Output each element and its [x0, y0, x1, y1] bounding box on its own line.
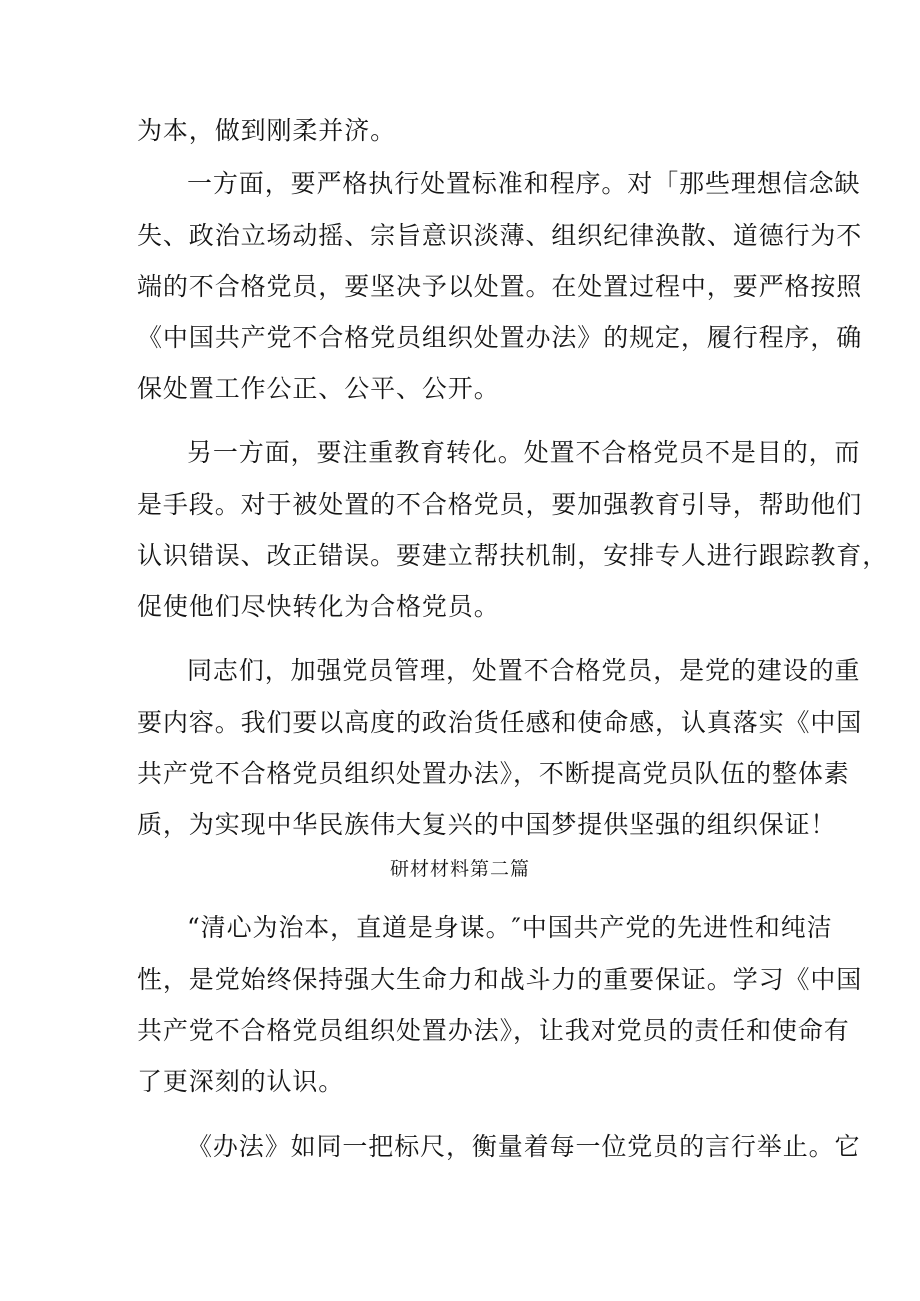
text-line: “清心为治本，直道是身谋。″中国共产党的先进性和纯洁 [187, 913, 833, 942]
text-line: 共产党不合格党员组织处置办法》，让我对党员的责任和使命有 [137, 1016, 850, 1045]
text-line: 同志们，加强党员管理，处置不合格党员，是党的建设的重 [187, 656, 861, 685]
text-line: 一方面，要严格执行处置标准和程序。对「那些理想信念缺 [187, 169, 861, 198]
text-line: 另一方面，要注重教育转化。处置不合格党员不是目的，而 [187, 438, 861, 467]
text-line: 要内容。我们要以高度的政治货任感和使命感，认真落实《中国 [137, 708, 863, 737]
text-line: 认识错误、改正错误。要建立帮扶机制，安排专人进行跟踪教育， [137, 541, 889, 570]
text-line: 端的不合格党员，要坚决予以处置。在处置过程中，要严格按照 [137, 272, 863, 301]
text-line: 了更深刻的认识。 [137, 1067, 345, 1096]
text-line: 为本，做到刚柔并济。 [137, 116, 397, 145]
text-line: 是手段。对于被处置的不合格党员，要加强教育引导，帮助他们 [137, 490, 863, 519]
text-line: 促使他们尽快转化为合格党员。 [137, 592, 500, 621]
text-line: 《中国共产党不合格党员组织处置办法》的规定，履行程序，确 [137, 323, 863, 352]
section-heading: 研材材料第二篇 [389, 858, 530, 880]
text-line: 失、政治立场动摇、宗旨意识淡薄、组织纪律涣散、道德行为不 [137, 221, 863, 250]
text-line: 保处置工作公正、公平、公开。 [137, 374, 500, 403]
text-line: 质，为实现中华民族伟大复兴的中国梦提供坚强的组织保证！ [137, 810, 837, 839]
text-line: 性，是党始终保持强大生命力和战斗力的重要保证。学习《中国 [137, 965, 863, 994]
text-line: 共产党不合格党员组织处置办法》，不断提高党员队伍的整体素 [137, 759, 850, 788]
text-line: 《办法》如同一把标尺，衡量着每一位党员的言行举止。它 [187, 1132, 861, 1161]
